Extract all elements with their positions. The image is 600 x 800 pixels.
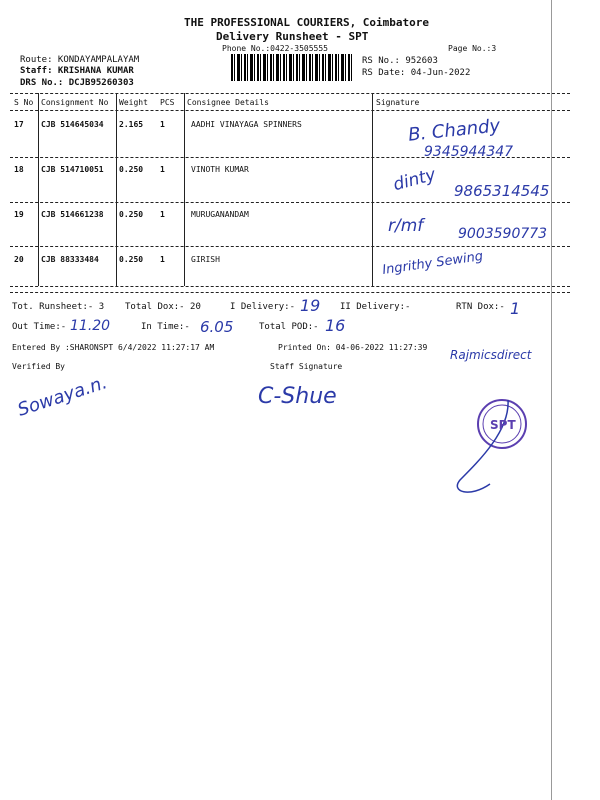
header-consignee: Consignee Details xyxy=(187,98,269,107)
row-consignee: AADHI VINAYAGA SPINNERS xyxy=(191,120,302,129)
barcode xyxy=(231,54,353,81)
signature-handwriting: r/mf xyxy=(388,216,424,236)
ii-delivery-label: II Delivery:- xyxy=(340,302,411,312)
row-weight: 2.165 xyxy=(119,120,144,129)
header-weight: Weight xyxy=(119,98,148,107)
row-consignee: VINOTH KUMAR xyxy=(191,165,249,174)
company-title: THE PROFESSIONAL COURIERS, Coimbatore xyxy=(184,16,430,29)
signature-handwriting: dinty xyxy=(391,164,438,196)
row-consignment: CJB 514661238 xyxy=(41,210,104,219)
row-consignment: CJB 514710051 xyxy=(41,165,104,174)
verified-by-label: Verified By xyxy=(12,362,65,371)
signature-handwriting: B. Chandy xyxy=(407,115,502,146)
header-pcs: PCS xyxy=(160,98,175,107)
i-delivery-label: I Delivery:- xyxy=(230,302,296,312)
row-pcs: 1 xyxy=(160,165,165,174)
header-consignment: Consignment No xyxy=(41,98,109,107)
row-pcs: 1 xyxy=(160,255,165,264)
row-weight: 0.250 xyxy=(119,210,144,219)
tot-runsheet: Tot. Runsheet:- 3 xyxy=(12,302,105,312)
phone-handwriting: 9345944347 xyxy=(424,144,514,160)
row-pcs: 1 xyxy=(160,120,165,129)
row-consignee: MURUGANANDAM xyxy=(191,210,249,219)
staff-signature: C-Shue xyxy=(258,384,337,409)
row-weight: 0.250 xyxy=(119,255,144,264)
row-weight: 0.250 xyxy=(119,165,144,174)
table-bottom-rule-2 xyxy=(10,292,570,293)
entered-by: Entered By :SHARONSPT 6/4/2022 11:27:17 AM xyxy=(12,343,215,352)
out-time-label: Out Time:- xyxy=(12,322,67,332)
rtn-dox-handwriting: 1 xyxy=(510,299,521,318)
verified-signature: Sowaya.n. xyxy=(15,372,110,421)
staff-label: Staff: KRISHANA KUMAR xyxy=(20,66,134,76)
col-divider xyxy=(184,93,185,286)
out-time-handwriting: 11.20 xyxy=(70,318,111,334)
row-consignment: CJB 514645034 xyxy=(41,120,104,129)
col-divider xyxy=(372,93,373,286)
total-pod-handwriting: 16 xyxy=(325,316,346,335)
row-sno: 18 xyxy=(14,165,24,174)
page-border xyxy=(551,0,552,800)
phone-handwriting: 9865314545 xyxy=(454,182,550,200)
row-pcs: 1 xyxy=(160,210,165,219)
col-divider xyxy=(116,93,117,286)
signature-handwriting: Ingrithy Sewing xyxy=(381,249,484,278)
row-sno: 19 xyxy=(14,210,24,219)
phone-number: Phone No.:0422-3505555 xyxy=(222,44,328,53)
total-dox: Total Dox:- 20 xyxy=(125,302,201,312)
route-label: Route: KONDAYAMPALAYAM xyxy=(20,55,140,65)
row-sno: 20 xyxy=(14,255,24,264)
printed-on: Printed On: 04-06-2022 11:27:39 xyxy=(278,343,428,352)
runsheet-title: Delivery Runsheet - SPT xyxy=(216,30,369,43)
table-bottom-rule xyxy=(10,286,570,287)
header-signature: Signature xyxy=(376,98,420,107)
col-divider xyxy=(38,93,39,286)
drs-number: DRS No.: DCJB95260303 xyxy=(20,78,134,88)
in-time-label: In Time:- xyxy=(141,322,190,332)
row-consignee: GIRISH xyxy=(191,255,220,264)
rs-number: RS No.: 952603 xyxy=(362,56,438,66)
row-rule xyxy=(10,202,570,203)
rs-date: RS Date: 04-Jun-2022 xyxy=(362,68,471,78)
table-top-rule xyxy=(10,93,570,94)
row-sno: 17 xyxy=(14,120,24,129)
table-header-rule xyxy=(10,110,570,111)
in-time-handwriting: 6.05 xyxy=(200,318,234,336)
header-sno: S No xyxy=(14,98,34,107)
staff-signature-label: Staff Signature xyxy=(270,362,343,371)
i-delivery-handwriting: 19 xyxy=(300,296,321,315)
row-rule xyxy=(10,246,570,247)
stamp-icon xyxy=(440,380,550,510)
page-number: Page No.:3 xyxy=(448,44,497,53)
rtn-dox-label: RTN Dox:- xyxy=(456,302,505,312)
row-consignment: CJB 88333484 xyxy=(41,255,99,264)
total-pod-label: Total POD:- xyxy=(259,322,319,332)
stamp-text: SPT xyxy=(490,418,516,432)
phone-handwriting: 9003590773 xyxy=(458,226,548,242)
margin-note-handwriting: Rajmicsdirect xyxy=(450,348,532,362)
